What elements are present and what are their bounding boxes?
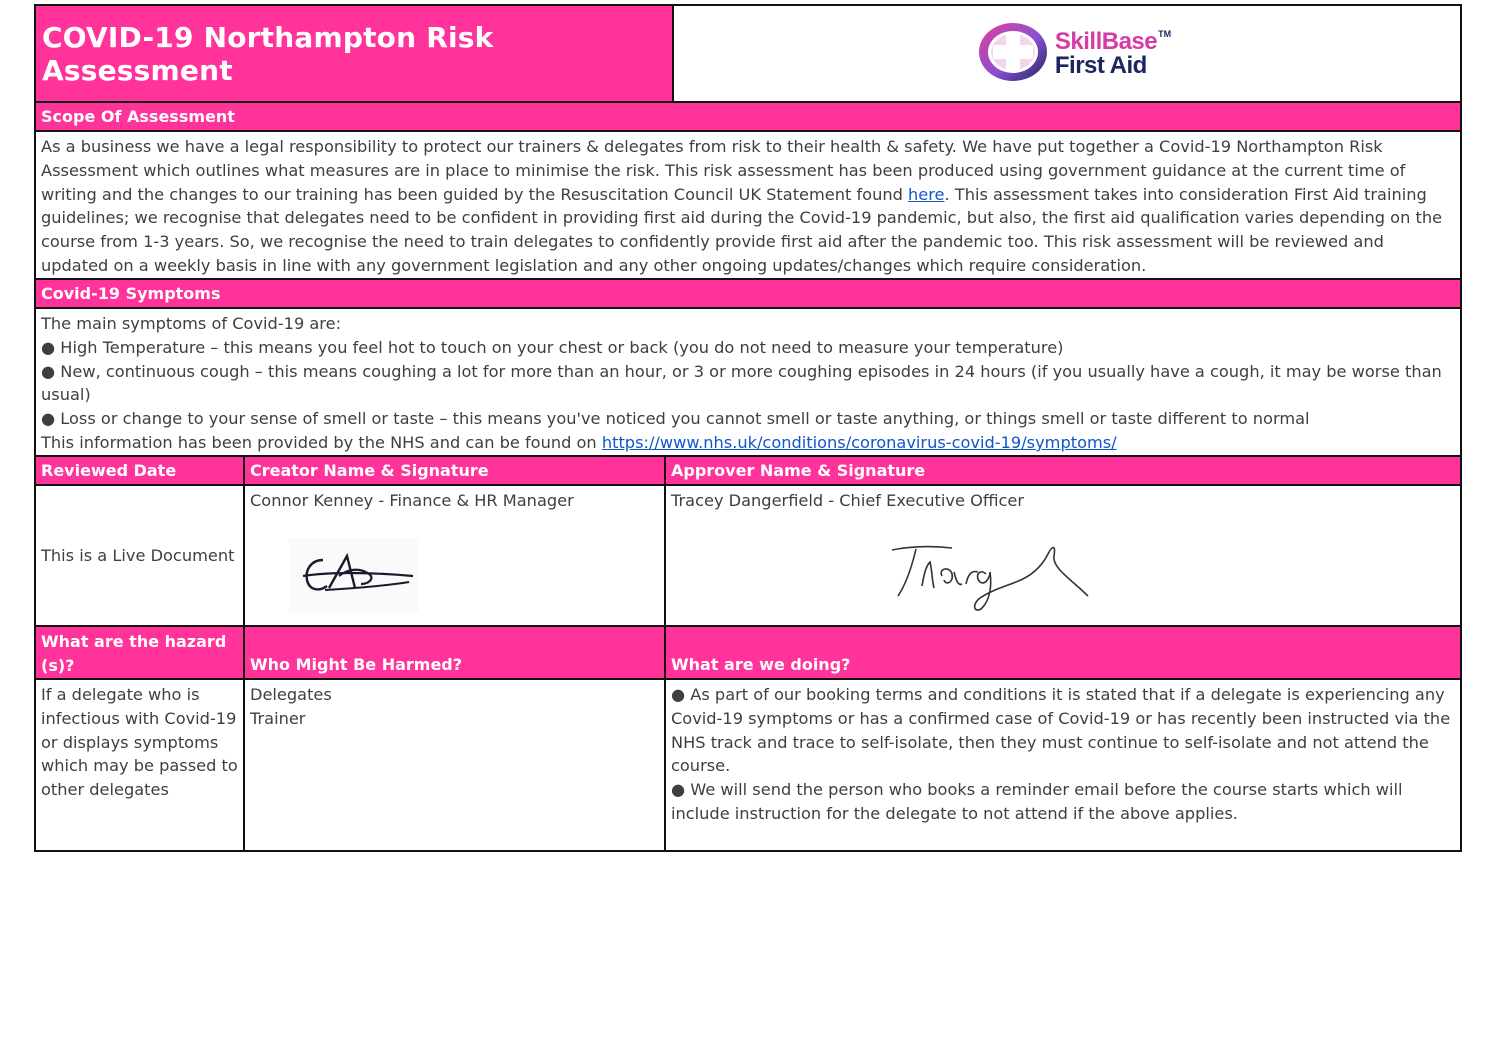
logo-cell (674, 6, 1460, 101)
symptom-item: ● New, continuous cough – this means coughing a lot for more than an hour, or 3 or more coughing episodes in 24 hours (if you usually have a cough, it may be worse than usual) (41, 361, 1442, 405)
symptoms-heading-row (36, 280, 1460, 309)
creator-cell (245, 486, 666, 625)
approver-signature (882, 536, 1097, 623)
hazard-row (36, 680, 1460, 850)
scope-text-part-2: . This assessment takes into consideration First Aid training guidelines; we recognise that delegates need to be confident in providing first aid during the Covid-19 pandemic, but also, the first aid qualification varies depending on the course from 1-3 years. So, we recognise the need to train delegates to confidently provide first aid after the pandemic too. This risk assessment will be reviewed and updated on a weekly basis in line with any government legislation and any other ongoing updates/changes which require consideration. (41, 184, 1443, 275)
symptom-item: ● High Temperature – this means you feel hot to touch on your chest or back (you do not need to measure your temperature) (41, 337, 1064, 357)
scope-heading: Scope Of Assessment (36, 103, 1460, 130)
skillbase-logo (977, 21, 1172, 87)
logo-wordmark (1054, 27, 1172, 79)
action-item: ● As part of our booking terms and conditions it is stated that if a delegate is experiencing any Covid-19 symptoms or has a confirmed case of Covid-19 or has recently been instructed via the NHS track and trace to self-isolate, then they must continue to self-isolate and not attend the course. (671, 685, 1451, 776)
reviewed-date-header: Reviewed Date (36, 457, 245, 484)
document-title: COVID-19 Northampton Risk Assessment (36, 6, 674, 101)
creator-signature (289, 538, 419, 620)
creator-name: Connor Kenney - Finance & HR Manager (250, 491, 574, 510)
harmed-item: Trainer (250, 708, 306, 728)
risk-assessment-table (34, 4, 1462, 852)
logo-line-2: First Aid (1054, 51, 1147, 79)
trademark-mark: TM (1158, 28, 1172, 39)
symptoms-source (41, 431, 1455, 455)
approver-name: Tracey Dangerfield - Chief Executive Officer (671, 491, 1024, 510)
review-row (36, 486, 1460, 627)
logo-line-1: SkillBase (1054, 27, 1158, 55)
action-item: ● We will send the person who books a reminder email before the course starts which will include instruction for the delegate to not attend if the above applies. (671, 780, 1403, 823)
symptoms-row (36, 309, 1460, 457)
who-harmed-list (245, 680, 666, 850)
nhs-symptoms-link[interactable]: https://www.nhs.uk/conditions/coronavirus-covid-19/symptoms/ (601, 432, 1117, 452)
hazard-header-row (36, 627, 1460, 680)
actions-list (666, 680, 1460, 850)
review-header-row (36, 457, 1460, 486)
scope-heading-row (36, 103, 1460, 132)
scope-text-part-1: As a business we have a legal responsibility to protect our trainers & delegates from risk to their health & safety. We have put together a Covid-19 Northampton Risk Assessment which outlines what measures are in place to minimise the risk. This risk assessment has been produced using government guidance at the current time of writing and the changes to our training has been guided by the Resuscitation Council UK Statement found (41, 137, 1406, 204)
symptom-item: ● Loss or change to your sense of smell or taste – this means you've noticed you cannot smell or taste anything, or things smell or taste different to normal (41, 409, 1310, 429)
resuscitation-council-link[interactable]: here (908, 184, 945, 204)
hazard-description: If a delegate who is infectious with Covid-19 or displays symptoms which may be passed to other delegates (36, 680, 245, 850)
hazard-header: What are the hazard (s)? (36, 627, 245, 678)
symptoms-intro: The main symptoms of Covid-19 are: (41, 314, 342, 333)
approver-cell (666, 486, 1460, 625)
actions-header: What are we doing? (666, 627, 1460, 678)
reviewed-date-value: This is a Live Document (36, 486, 245, 625)
symptoms-heading: Covid-19 Symptoms (36, 280, 1460, 307)
title-row (36, 6, 1460, 103)
medical-cross-icon (977, 21, 1049, 87)
harmed-item: Delegates (250, 685, 332, 704)
who-harmed-header: Who Might Be Harmed? (245, 627, 666, 678)
creator-header: Creator Name & Signature (245, 457, 666, 484)
symptoms-source-text: This information has been provided by the NHS and can be found on (41, 432, 602, 452)
scope-text (36, 132, 1460, 278)
approver-header: Approver Name & Signature (666, 457, 1460, 484)
scope-row (36, 132, 1460, 280)
symptoms-text (36, 309, 1460, 455)
